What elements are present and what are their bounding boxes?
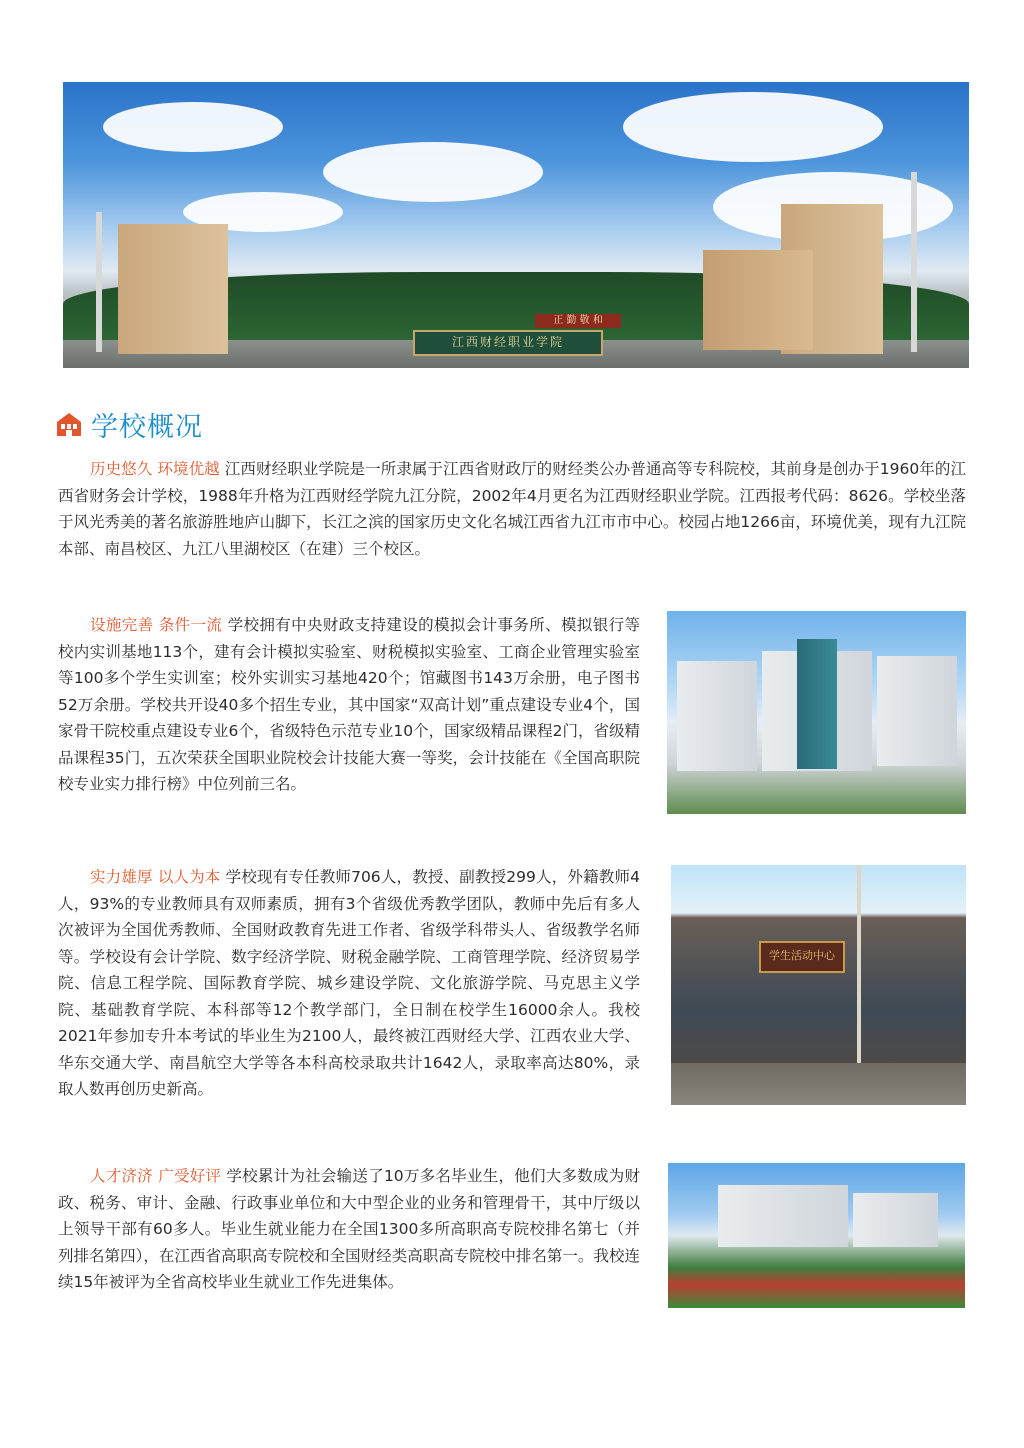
paragraph-facilities	[58, 612, 640, 798]
paragraph-text: 学校现有专任教师706人，教授、副教授299人，外籍教师4人，93%的专业教师具有双师素质，拥有3个省级优秀教学团队，教师中先后有多人次被评为全国优秀教师、全国财政教育先进工作者、省级学科带头人、省级教学名师等。学校设有会计学院、数字经济学院、财税金融学院、工商管理学院、经济贸易学院、信息工程学院、国际教育学院、城乡建设学院、文化旅游学院、马克思主义学院、基础教育学院、本科部等12个教学部门，全日制在校学生16000余人。我校2021年参加专升本考试的毕业生为2100人，最终被江西财经大学、江西农业大学、华东交通大学、南昌航空大学等各本科高校录取共计1642人，录取率高达80%，录取人数再创历史新高。	[58, 868, 640, 1098]
paragraph-highlight: 历史悠久 环境优越	[90, 460, 220, 478]
paragraph-text: 学校累计为社会输送了10万多名毕业生，他们大多数成为财政、税务、审计、金融、行政事业单位和大中型企业的业务和管理骨干，其中厅级以上领导干部有60多人。毕业生就业能力在全国1300多所高职高专院校排名第七（并列排名第四），在江西省高职高专院校和全国财经类高职高专院校中排名第一。我校连续15年被评为全省高校毕业生就业工作先进集体。	[58, 1167, 640, 1291]
motto-sign: 正 勤 敬 和	[535, 314, 621, 328]
paragraph-history	[58, 456, 966, 562]
paragraph-text: 学校拥有中央财政支持建设的模拟会计事务所、模拟银行等校内实训基地113个，建有会计模拟实验室、财税模拟实验室、工商企业管理实验室等100多个学生实训室；校外实训实习基地420个；馆藏图书143万余册，电子图书52万余册。学校共开设40多个招生专业，其中国家“双高计划”重点建设专业4个，国家骨干院校重点建设专业6个，省级特色示范专业10个，国家级精品课程2门，省级精品课程35门，五次荣获全国职业院校会计技能大赛一等奖，会计技能在《全国高职院校专业实力排行榜》中位列前三名。	[58, 616, 640, 793]
paragraph-highlight: 人才济济 广受好评	[90, 1167, 222, 1185]
sports-field-photo	[668, 1163, 965, 1308]
paragraph-highlight: 设施完善 条件一流	[90, 616, 223, 634]
hero-campus-gate-image	[63, 82, 969, 368]
section-title: 学校概况	[91, 411, 203, 443]
hall-sign: 学生活动中心	[759, 941, 845, 973]
section-heading	[55, 404, 203, 444]
student-activity-center-photo	[671, 865, 966, 1105]
paragraph-faculty	[58, 864, 640, 1103]
paragraph-graduates	[58, 1163, 640, 1296]
paragraph-text: 江西财经职业学院是一所隶属于江西省财政厅的财经类公办普通高等专科院校，其前身是创办于1960年的江西省财务会计学校，1988年升格为江西财经学院九江分院，2002年4月更名为江西财经职业学院。江西报考代码：8626。学校坐落于风光秀美的著名旅游胜地庐山脚下，长江之滨的国家历史文化名城江西省九江市市中心。校园占地1266亩，环境优美，现有九江院本部、南昌校区、九江八里湖校区（在建）三个校区。	[58, 460, 966, 558]
school-building-icon	[55, 410, 83, 438]
paragraph-highlight: 实力雄厚 以人为本	[90, 868, 221, 886]
campus-building-photo	[667, 611, 966, 814]
gate-name-sign: 江西财经职业学院	[413, 330, 603, 356]
